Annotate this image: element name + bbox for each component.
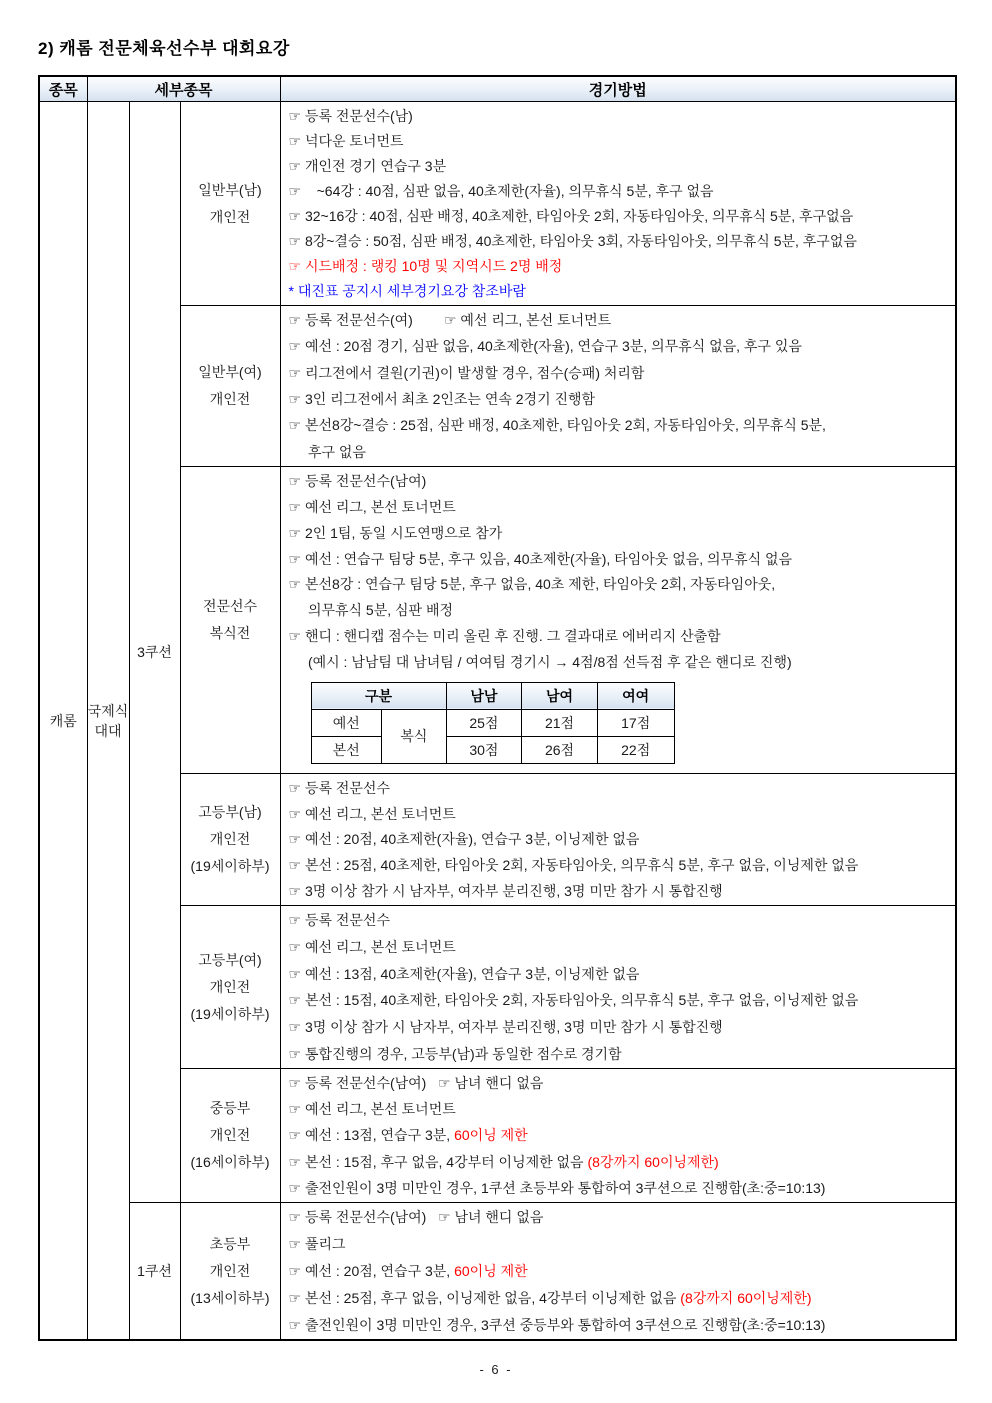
method-line [289, 1074, 950, 1092]
division-cell [180, 774, 280, 906]
method-line [289, 965, 950, 983]
method-text-segment: ☞ 통합진행의 경우, 고등부(남)과 동일한 점수로 경기함 [288, 1045, 622, 1062]
method-line [289, 1289, 950, 1307]
method-text-segment: ☞ 본선 : 25점, 40초제한, 타임아웃 2회, 자동타임아웃, 의무휴식 5분, 후구 없음, 이닝제한 없음 [288, 857, 859, 874]
method-line [289, 830, 950, 848]
method-line [289, 805, 950, 823]
method-line [289, 337, 950, 355]
division-line: 개인전 [209, 1127, 251, 1143]
method-text-segment: ☞ 등록 전문선수 [288, 912, 390, 929]
method-text-segment: ☞ 본선 : 15점, 40초제한, 타임아웃 2회, 자동타임아웃, 의무휴식 5분, 후구 없음, 이닝제한 없음 [288, 992, 859, 1009]
method-text-segment: (8강까지 60이닝제한) [680, 1289, 812, 1306]
division-line: (19세이하부) [190, 1005, 270, 1022]
handicap-table [311, 682, 675, 764]
division-line: 일반부(여) [198, 364, 262, 380]
method-text-segment: ☞ 출전인원이 3명 미만인 경우, 1쿠션 초등부와 통합하여 3쿠션으로 진행함(초:중=10:13) [288, 1179, 826, 1196]
method-cell [280, 102, 956, 306]
method-cell [280, 306, 956, 467]
method-cell [280, 906, 956, 1069]
method-content [281, 102, 956, 305]
method-text-segment: 60이닝 제한 [454, 1262, 528, 1279]
table-row [39, 1203, 956, 1341]
handicap-value-cell: 21점 [522, 709, 598, 736]
method-line [289, 1045, 950, 1063]
method-line [289, 282, 950, 300]
method-line [289, 107, 950, 125]
method-line [289, 498, 950, 516]
handicap-value-cell: 22점 [597, 736, 674, 763]
page-number: - 6 - [479, 1362, 513, 1377]
method-text-segment: ☞ 예선 리그, 본선 토너먼트 [288, 1101, 456, 1118]
method-line [289, 882, 950, 900]
competition-table [38, 75, 957, 1341]
method-text-segment: 의무휴식 5분, 심판 배정 [288, 602, 454, 619]
handicap-merge-cell: 복식 [382, 709, 447, 763]
game-style-line: 대대 [94, 722, 122, 739]
method-text-segment: ☞ ~64강 : 40점, 심판 없음, 40초제한(자율), 의무휴식 5분, 후구 없음 [288, 182, 714, 199]
method-text-segment: ☞ 예선 리그, 본선 토너먼트 [288, 938, 456, 955]
method-line [289, 653, 950, 671]
method-cell [280, 1203, 956, 1341]
method-text-segment: ☞ 등록 전문선수(남여) [288, 472, 427, 489]
method-content [281, 306, 956, 466]
method-line [289, 207, 950, 225]
method-text-segment: ☞ 3인 리그전에서 최초 2인조는 연속 2경기 진행함 [288, 391, 596, 408]
method-line [289, 472, 950, 490]
division-cell [180, 467, 280, 774]
method-line [289, 364, 950, 382]
game-style-cell [87, 102, 129, 1341]
handicap-header-cell: 여여 [597, 682, 674, 709]
method-line [289, 779, 950, 797]
method-text-segment: ☞ 핸디 : 핸디캡 점수는 미리 올린 후 진행. 그 결과대로 에버리지 산출함 [288, 628, 721, 645]
method-line [289, 1126, 950, 1144]
header-method: 경기방법 [280, 76, 956, 102]
handicap-value-cell: 26점 [522, 736, 598, 763]
method-line [289, 157, 950, 175]
page-title: 2) 캐롬 전문체육선수부 대회요강 [38, 39, 290, 58]
handicap-row [311, 736, 674, 763]
method-line [289, 182, 950, 200]
method-text-segment: ☞ 등록 전문선수(남여) ☞ 남녀 핸디 없음 [288, 1209, 544, 1226]
handicap-round-cell: 예선 [311, 709, 382, 736]
method-line [289, 443, 950, 461]
handicap-header-cell: 남남 [446, 682, 522, 709]
division-cell [180, 306, 280, 467]
handicap-value-cell: 17점 [597, 709, 674, 736]
method-text-segment: (예시 : 남남팀 대 남녀팀 / 여여팀 경기시 → 4점/8점 선득점 후 같은 핸디로 진행) [288, 654, 792, 671]
method-text-segment: ☞ 32~16강 : 40점, 심판 배정, 40초제한, 타임아웃 2회, 자동타임아웃, 의무휴식 5분, 후구없음 [288, 208, 854, 225]
method-line [289, 1316, 950, 1334]
event-cell: 캐롬 [39, 102, 87, 1341]
division-cell [180, 102, 280, 306]
method-cell [280, 467, 956, 774]
method-line [289, 575, 950, 593]
method-text-segment: ☞ 예선 : 13점, 연습구 3분, [288, 1127, 455, 1144]
method-line [289, 311, 950, 329]
division-line: 일반부(남) [198, 181, 262, 198]
method-text-segment: ☞ 등록 전문선수(남) [288, 107, 413, 124]
cushion-cell: 3쿠션 [129, 102, 180, 1203]
method-text-segment: ☞ 3명 이상 참가 시 남자부, 여자부 분리진행, 3명 미만 참가 시 통합진행 [288, 1018, 723, 1035]
division-line: 전문선수 [202, 598, 258, 614]
method-line [289, 1100, 950, 1118]
method-line [289, 991, 950, 1009]
method-text-segment: ☞ 예선 : 20점 경기, 심판 없음, 40초제한(자율), 연습구 3분, 의무휴식 없음, 후구 있음 [288, 338, 802, 355]
method-line [289, 1153, 950, 1171]
division-line: 개인전 [209, 391, 251, 407]
method-text-segment: ☞ 본선8강~결승 : 25점, 심판 배정, 40초제한, 타임아웃 2회, 자동타임아웃, 의무휴식 5분, [288, 417, 826, 434]
division-line: (19세이하부) [190, 858, 270, 874]
division-cell [180, 1069, 280, 1203]
division-line: (16세이하부) [190, 1154, 270, 1170]
division-line: 중등부 [209, 1100, 251, 1116]
method-text-segment: ☞ 2인 1팀, 동일 시도연맹으로 참가 [288, 524, 503, 541]
method-text-segment: ☞ 등록 전문선수 [288, 779, 390, 796]
header-event: 종목 [39, 76, 87, 102]
handicap-header-row [311, 682, 674, 709]
method-line [289, 1179, 950, 1197]
division-line: 개인전 [209, 831, 251, 847]
method-text-segment: ☞ 등록 전문선수(남여) ☞ 남녀 핸디 없음 [288, 1075, 544, 1092]
method-text-segment: ☞ 본선8강 : 연습구 팀당 5분, 후구 없음, 40초 제한, 타임아웃 2회, 자동타임아웃, [288, 576, 776, 593]
method-content [281, 1203, 956, 1339]
division-cell [180, 906, 280, 1069]
method-line [289, 856, 950, 874]
method-line [289, 390, 950, 408]
method-line [289, 911, 950, 929]
game-style-line: 국제식 [87, 702, 129, 719]
method-cell [280, 1069, 956, 1203]
method-text-segment: ☞ 등록 전문선수(여) ☞ 예선 리그, 본선 토너먼트 [288, 312, 612, 329]
method-text-segment: ☞ 예선 리그, 본선 토너먼트 [288, 498, 456, 515]
method-line [289, 232, 950, 250]
method-line [289, 1235, 950, 1253]
division-line: 고등부(여) [198, 951, 262, 968]
method-line [289, 1208, 950, 1226]
division-line: 복식전 [209, 625, 251, 641]
method-line [289, 132, 950, 150]
division-line: 개인전 [209, 208, 251, 225]
division-line: 초등부 [209, 1235, 251, 1252]
method-text-segment: ☞ 본선 : 15점, 후구 없음, 4강부터 이닝제한 없음 [288, 1153, 588, 1170]
method-content [281, 1069, 956, 1202]
method-text-segment: ☞ 풀리그 [288, 1236, 346, 1253]
handicap-header-cell: 구분 [311, 682, 446, 709]
table-body [39, 102, 956, 1341]
method-text-segment: ☞ 예선 리그, 본선 토너먼트 [288, 805, 456, 822]
handicap-value-cell: 25점 [446, 709, 522, 736]
handicap-round-cell: 본선 [311, 736, 382, 763]
method-text-segment: ☞ 넉다운 토너먼트 [288, 132, 404, 149]
division-cell [180, 1203, 280, 1341]
method-line [289, 524, 950, 542]
method-content [281, 906, 956, 1068]
method-text-segment: 60이닝 제한 [454, 1127, 528, 1144]
method-text-segment: ☞ 예선 : 연습구 팀당 5분, 후구 있음, 40초제한(자율), 타임아웃 없음, 의무휴식 없음 [288, 550, 793, 567]
method-line [289, 627, 950, 645]
method-text-segment: ☞ 개인전 경기 연습구 3분 [288, 157, 447, 174]
method-line [289, 257, 950, 275]
division-line: 개인전 [209, 1262, 251, 1279]
method-line [289, 601, 950, 619]
cushion-cell: 1쿠션 [129, 1203, 180, 1341]
method-text-segment: 후구 없음 [288, 443, 366, 460]
division-line: 개인전 [209, 978, 251, 995]
method-text-segment: ☞ 예선 : 13점, 40초제한(자율), 연습구 3분, 이닝제한 없음 [288, 965, 640, 982]
method-text-segment: ☞ 예선 : 20점, 연습구 3분, [288, 1262, 455, 1279]
method-text-segment: ☞ 예선 : 20점, 40초제한(자율), 연습구 3분, 이닝제한 없음 [288, 831, 640, 848]
method-line [289, 416, 950, 434]
method-line [289, 550, 950, 568]
method-line [289, 1018, 950, 1036]
method-text-segment: ☞ 리그전에서 결원(기권)이 발생할 경우, 점수(승패) 처리함 [288, 364, 645, 381]
method-text-segment: ☞ 출전인원이 3명 미만인 경우, 3쿠션 중등부와 통합하여 3쿠션으로 진행함(초:중=10:13) [288, 1316, 826, 1333]
method-text-segment: ☞ 시드배정 : 랭킹 10명 및 지역시드 2명 배정 [288, 258, 563, 275]
division-line: (13세이하부) [190, 1289, 270, 1306]
handicap-header-cell: 남여 [522, 682, 598, 709]
method-line [289, 938, 950, 956]
method-text-segment: ☞ 8강~결승 : 50점, 심판 배정, 40초제한, 타임아웃 3회, 자동타임아웃, 의무휴식 5분, 후구없음 [288, 233, 857, 250]
table-header-row [39, 76, 956, 102]
method-text-segment: ☞ 3명 이상 참가 시 남자부, 여자부 분리진행, 3명 미만 참가 시 통합진행 [288, 883, 723, 900]
method-text-segment: (8강까지 60이닝제한) [587, 1153, 719, 1170]
method-content [281, 774, 956, 905]
header-sub-event: 세부종목 [87, 76, 280, 102]
handicap-row [311, 709, 674, 736]
division-line: 고등부(남) [198, 804, 262, 820]
method-cell [280, 774, 956, 906]
method-content [281, 467, 956, 773]
method-text-segment: ☞ 본선 : 25점, 후구 없음, 이닝제한 없음, 4강부터 이닝제한 없음 [288, 1289, 681, 1306]
handicap-value-cell: 30점 [446, 736, 522, 763]
method-line [289, 1262, 950, 1280]
method-text-segment: * 대진표 공지시 세부경기요강 참조바람 [288, 283, 526, 300]
table-row [39, 102, 956, 306]
